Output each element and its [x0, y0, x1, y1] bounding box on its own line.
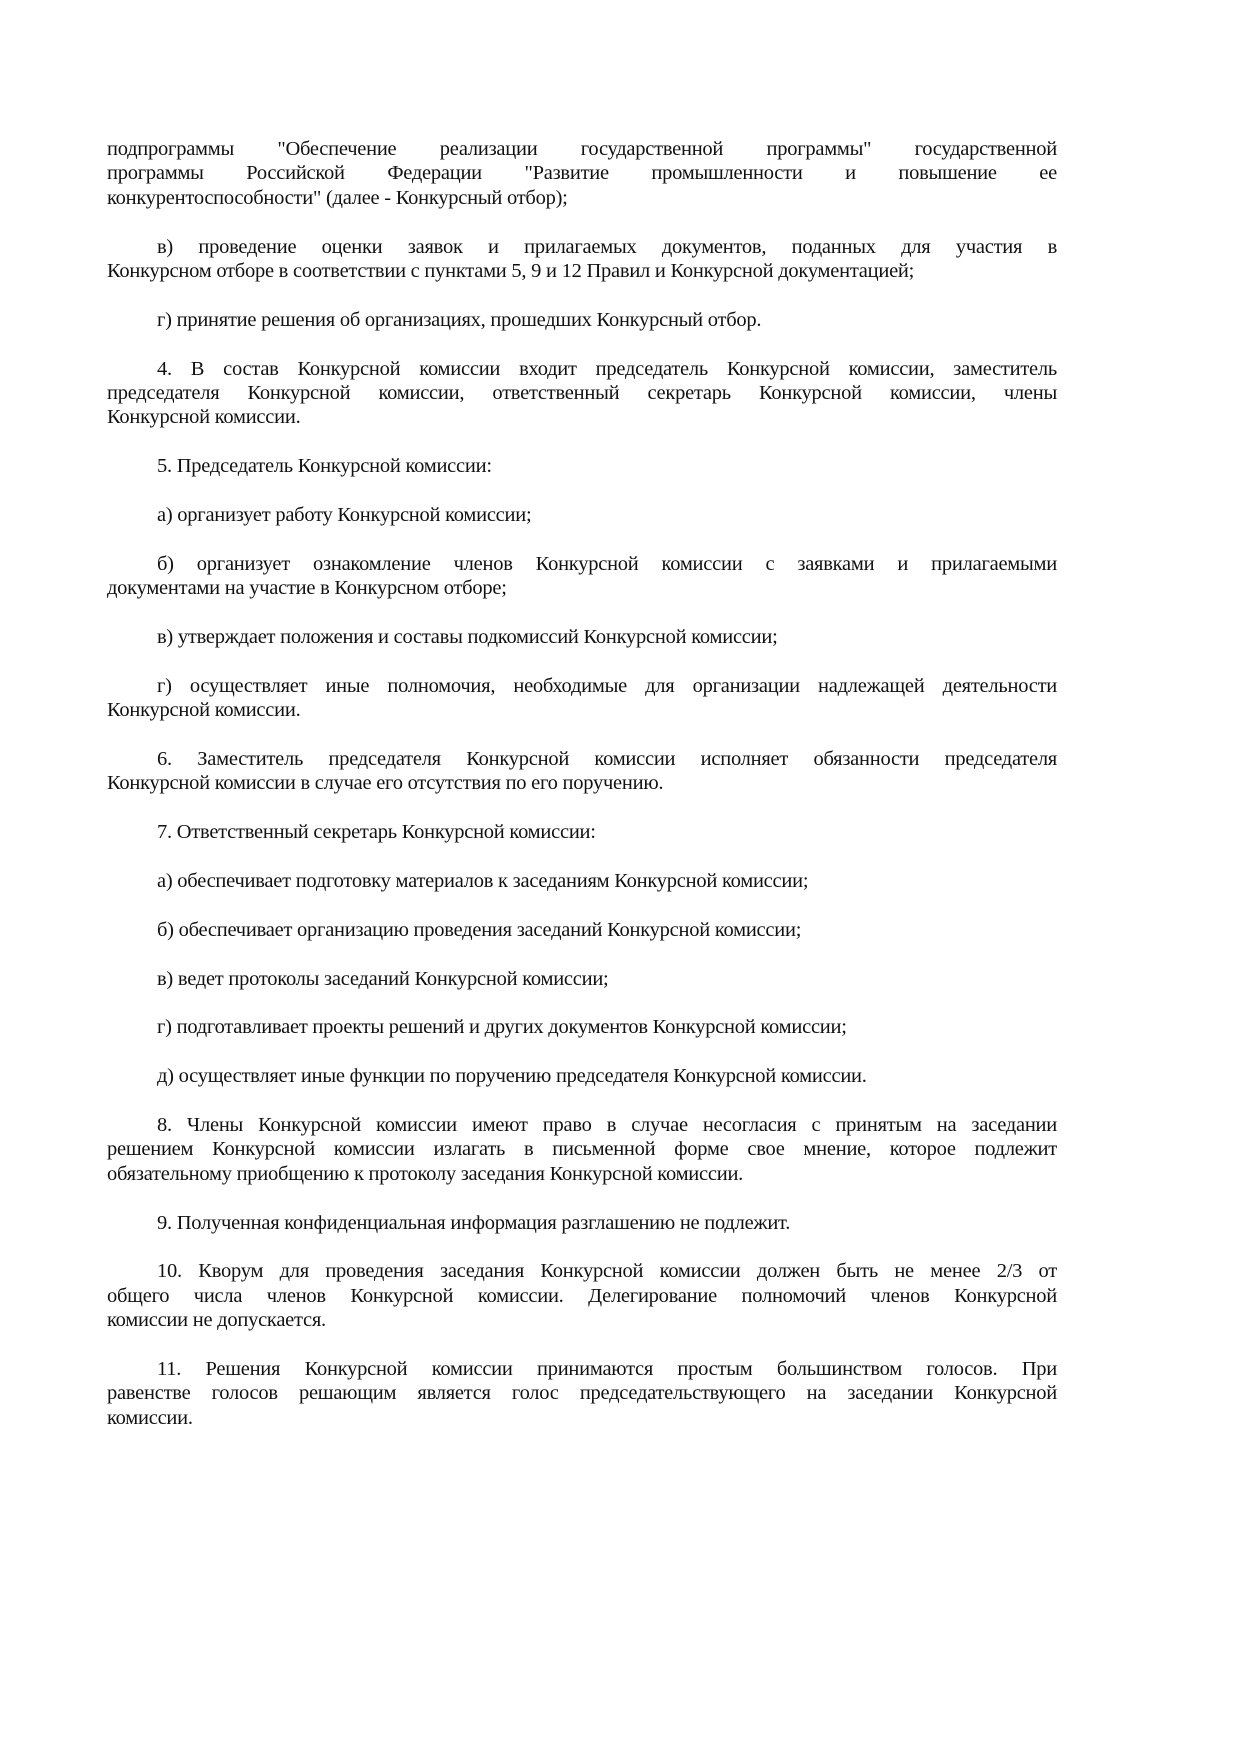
paragraph-line: б) обеспечивает организацию проведения заседаний Конкурсной комиссии;	[157, 918, 802, 941]
paragraph-line: г) подготавливает проекты решений и других документов Конкурсной комиссии;	[157, 1016, 847, 1039]
paragraph-line: Конкурсном отборе в соответствии с пунктами 5, 9 и 12 Правил и Конкурсной документацией;	[107, 260, 915, 283]
paragraph-line: решением Конкурсной комиссии излагать в письменной форме свое мнение, которое подлежит	[107, 1138, 1057, 1161]
paragraph-line: а) организует работу Конкурсной комиссии;	[157, 504, 532, 527]
paragraph	[107, 1113, 1057, 1186]
paragraph	[107, 1211, 1057, 1235]
paragraph	[107, 1259, 1057, 1332]
paragraph	[107, 137, 1057, 210]
paragraph-line: 5. Председатель Конкурсной комиссии:	[157, 455, 492, 478]
paragraph-line: 6. Заместитель председателя Конкурсной комиссии исполняет обязанности председателя	[157, 748, 1057, 771]
paragraph-line: равенстве голосов решающим является голос председательствующего на заседании Конкурсной	[107, 1382, 1057, 1405]
paragraph	[107, 918, 1057, 942]
paragraph-line: комиссии не допускается.	[107, 1309, 326, 1332]
paragraph-line: комиссии.	[107, 1406, 193, 1429]
paragraph-line: в) ведет протоколы заседаний Конкурсной комиссии;	[157, 967, 609, 990]
paragraph	[107, 1015, 1057, 1039]
paragraph	[107, 1357, 1057, 1430]
paragraph-line: общего числа членов Конкурсной комиссии. Делегирование полномочий членов Конкурсной	[107, 1284, 1057, 1307]
paragraph	[107, 674, 1057, 723]
paragraph-line: б) организует ознакомление членов Конкурсной комиссии с заявками и прилагаемыми	[157, 552, 1057, 575]
paragraph	[107, 1064, 1057, 1088]
paragraph	[107, 454, 1057, 478]
paragraph	[107, 747, 1057, 796]
paragraph-line: 9. Полученная конфиденциальная информация разглашению не подлежит.	[157, 1211, 791, 1234]
paragraph	[107, 308, 1057, 332]
paragraph	[107, 869, 1057, 893]
document-page	[107, 137, 1057, 1455]
paragraph-line: Конкурсной комиссии.	[107, 699, 301, 722]
paragraph-line: председателя Конкурсной комиссии, ответственный секретарь Конкурсной комиссии, члены	[107, 382, 1057, 405]
paragraph	[107, 503, 1057, 527]
paragraph-line: г) принятие решения об организациях, прошедших Конкурсный отбор.	[157, 308, 762, 331]
paragraph-line: программы Российской Федерации "Развитие промышленности и повышение ее	[107, 162, 1057, 185]
paragraph-line: 7. Ответственный секретарь Конкурсной комиссии:	[157, 821, 596, 844]
paragraph-line: Конкурсной комиссии.	[107, 406, 301, 429]
paragraph	[107, 235, 1057, 284]
paragraph-line: 8. Члены Конкурсной комиссии имеют право в случае несогласия с принятым на заседании	[157, 1114, 1057, 1136]
paragraph	[107, 820, 1057, 844]
paragraph-line: г) осуществляет иные полномочия, необходимые для организации надлежащей деятельности	[157, 674, 1057, 697]
paragraph	[107, 967, 1057, 991]
paragraph	[107, 357, 1057, 430]
paragraph-line: а) обеспечивает подготовку материалов к заседаниям Конкурсной комиссии;	[157, 870, 809, 893]
paragraph-line: 11. Решения Конкурсной комиссии принимаются простым большинством голосов. При	[157, 1358, 1057, 1381]
paragraph-line: обязательному приобщению к протоколу заседания Конкурсной комиссии.	[107, 1162, 744, 1185]
paragraph-line: документами на участие в Конкурсном отборе;	[107, 577, 507, 600]
paragraph-line: д) осуществляет иные функции по поручению председателя Конкурсной комиссии.	[157, 1065, 867, 1088]
paragraph-line: конкурентоспособности" (далее - Конкурсный отбор);	[107, 186, 568, 209]
paragraph-line: Конкурсной комиссии в случае его отсутствия по его поручению.	[107, 772, 664, 795]
paragraph-line: 4. В состав Конкурсной комиссии входит председатель Конкурсной комиссии, заместитель	[157, 357, 1057, 380]
paragraph-line: 10. Кворум для проведения заседания Конкурсной комиссии должен быть не менее 2/3 от	[157, 1260, 1057, 1283]
paragraph-line: в) проведение оценки заявок и прилагаемых документов, поданных для участия в	[157, 235, 1057, 258]
paragraph	[107, 625, 1057, 649]
paragraph	[107, 552, 1057, 601]
paragraph-line: подпрограммы "Обеспечение реализации государственной программы" государственной	[107, 138, 1057, 160]
paragraph-line: в) утверждает положения и составы подкомиссий Конкурсной комиссии;	[157, 626, 778, 649]
